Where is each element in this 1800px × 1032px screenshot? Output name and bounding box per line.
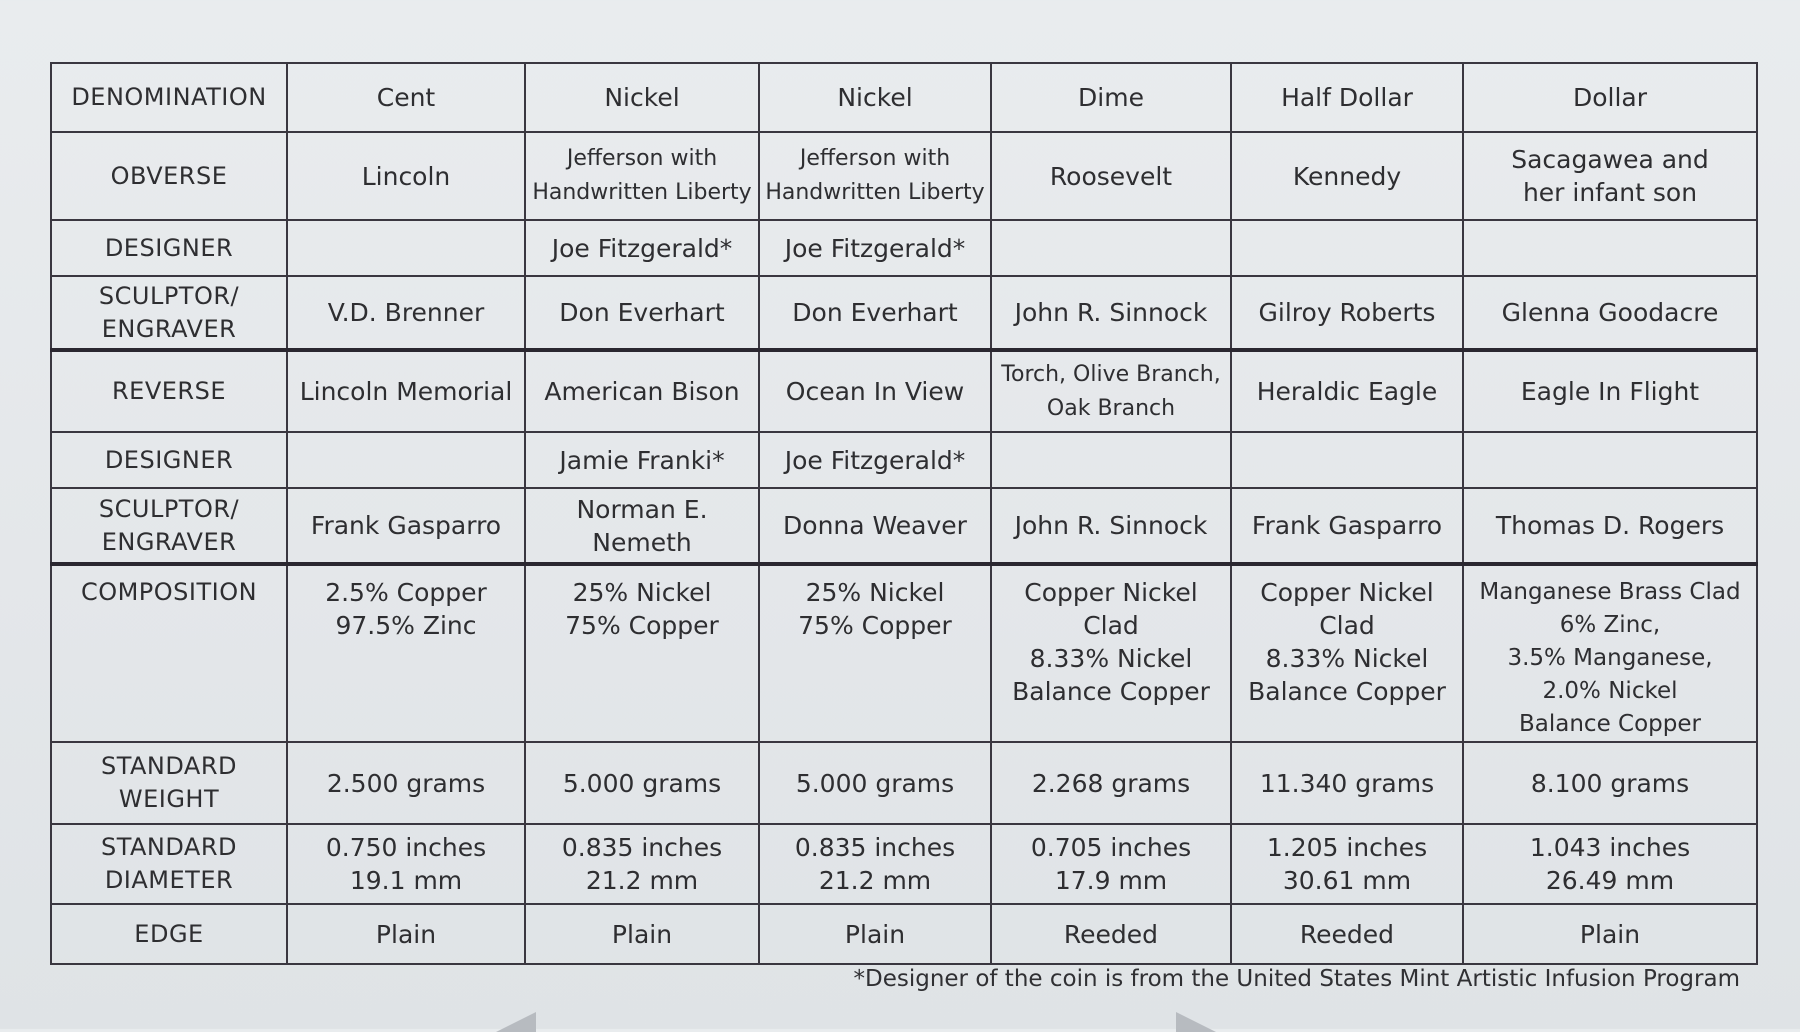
cell-text: Clad xyxy=(1083,611,1139,640)
table-cell xyxy=(1463,742,1757,824)
row-label-line: STANDARD xyxy=(100,752,238,780)
table-row xyxy=(51,132,1757,220)
cell-text: Lincoln xyxy=(361,161,451,191)
row-label xyxy=(51,276,287,350)
table-cell xyxy=(1463,350,1757,432)
cell-text: 3.5% Manganese, xyxy=(1507,645,1713,671)
table-cell xyxy=(991,432,1231,488)
cell-text: Glenna Goodacre xyxy=(1501,298,1719,327)
table-cell xyxy=(1463,824,1757,904)
footnote: *Designer of the coin is from the United States Mint Artistic Infusion Program xyxy=(853,966,1740,992)
row-label-line: OBVERSE xyxy=(110,161,228,190)
table-row xyxy=(51,432,1757,488)
cell-text: 2.0% Nickel xyxy=(1542,678,1678,704)
table-row xyxy=(51,904,1757,964)
table-cell xyxy=(287,350,525,432)
table-row xyxy=(51,220,1757,276)
cell-text: 5.000 grams xyxy=(562,768,722,798)
table-cell xyxy=(759,904,991,964)
cell-text: 21.2 mm xyxy=(818,866,932,895)
cell-text: American Bison xyxy=(544,377,740,406)
cell-text: Reeded xyxy=(1299,919,1395,949)
cell-text: Dime xyxy=(1078,83,1144,112)
cell-text: John R. Sinnock xyxy=(1014,511,1208,540)
table-cell xyxy=(1231,742,1463,824)
table-cell xyxy=(287,904,525,964)
cell-text: 5.000 grams xyxy=(795,768,955,798)
table-cell xyxy=(1231,276,1463,350)
table-cell xyxy=(1231,824,1463,904)
table-cell xyxy=(1231,488,1463,564)
table-cell xyxy=(991,904,1231,964)
table-cell xyxy=(1463,63,1757,132)
table-cell xyxy=(759,276,991,350)
cell-text: 75% Copper xyxy=(565,611,719,640)
cell-text: Handwritten Liberty xyxy=(765,180,985,205)
coin-specifications-table xyxy=(50,62,1758,965)
cell-text: Heraldic Eagle xyxy=(1256,377,1438,406)
cell-text: Joe Fitzgerald* xyxy=(784,233,966,263)
table-cell xyxy=(525,220,759,276)
cell-text: 0.835 inches xyxy=(561,833,723,862)
table-cell xyxy=(1231,432,1463,488)
table-cell xyxy=(1463,132,1757,220)
cell-text: Plain xyxy=(844,919,906,949)
cell-text: 2.500 grams xyxy=(326,768,486,798)
table-cell xyxy=(287,824,525,904)
table-cell xyxy=(759,132,991,220)
table-cell xyxy=(1231,63,1463,132)
table-cell xyxy=(1231,350,1463,432)
cell-text: Thomas D. Rogers xyxy=(1495,511,1725,540)
cell-text: Jefferson with xyxy=(799,146,951,171)
table-row xyxy=(51,488,1757,564)
row-label xyxy=(51,742,287,824)
cell-text: Plain xyxy=(375,919,437,949)
table-cell xyxy=(1463,564,1757,742)
table-cell xyxy=(525,432,759,488)
table-cell xyxy=(1463,220,1757,276)
cell-text: Reeded xyxy=(1063,919,1159,949)
row-label xyxy=(51,432,287,488)
table-cell xyxy=(287,432,525,488)
cell-text: 75% Copper xyxy=(798,611,952,640)
table-row xyxy=(51,350,1757,432)
cell-text: 1.205 inches xyxy=(1266,833,1428,862)
cell-text: Roosevelt xyxy=(1049,161,1173,191)
table-cell xyxy=(991,488,1231,564)
table-cell xyxy=(991,824,1231,904)
cell-text: Lincoln Memorial xyxy=(299,377,513,406)
table-cell xyxy=(759,824,991,904)
cell-text: Torch, Olive Branch, xyxy=(1001,361,1221,387)
table-cell xyxy=(525,488,759,564)
card-stand-tab-left xyxy=(496,1012,536,1032)
table-cell xyxy=(1231,904,1463,964)
row-label xyxy=(51,350,287,432)
table-cell xyxy=(991,132,1231,220)
cell-text: Don Everhart xyxy=(559,298,725,327)
cell-text: Gilroy Roberts xyxy=(1258,298,1436,327)
table-cell xyxy=(759,220,991,276)
row-label-line: ENGRAVER xyxy=(101,314,237,343)
cell-text: Nickel xyxy=(604,83,680,112)
row-label xyxy=(51,904,287,964)
table-row xyxy=(51,564,1757,742)
cell-text: Joe Fitzgerald* xyxy=(551,233,733,263)
table-cell xyxy=(759,63,991,132)
cell-text: Balance Copper xyxy=(1248,677,1446,706)
cell-text: John R. Sinnock xyxy=(1014,298,1208,327)
row-label-line: STANDARD xyxy=(100,833,238,861)
table-cell xyxy=(287,276,525,350)
row-label-line: ENGRAVER xyxy=(101,527,237,556)
cell-text: Kennedy xyxy=(1292,161,1402,191)
table-cell xyxy=(525,564,759,742)
table-cell xyxy=(525,63,759,132)
cell-text: 25% Nickel xyxy=(572,578,712,607)
cell-text: Copper Nickel xyxy=(1260,578,1434,607)
cell-text: 8.33% Nickel xyxy=(1029,644,1193,673)
row-label-line: DESIGNER xyxy=(104,445,234,474)
table-cell xyxy=(991,276,1231,350)
table-cell xyxy=(525,904,759,964)
table-cell xyxy=(1231,564,1463,742)
cell-text: Donna Weaver xyxy=(783,511,967,540)
cell-text: Oak Branch xyxy=(1046,395,1176,421)
cell-text: 11.340 grams xyxy=(1259,768,1435,798)
cell-text: Jamie Franki* xyxy=(559,445,725,475)
table-cell xyxy=(991,742,1231,824)
table-cell xyxy=(759,742,991,824)
table-row xyxy=(51,63,1757,132)
cell-text: V.D. Brenner xyxy=(327,298,485,327)
table-cell xyxy=(525,132,759,220)
cell-text: 1.043 inches xyxy=(1529,833,1691,862)
table-row xyxy=(51,276,1757,350)
table-cell xyxy=(287,488,525,564)
cell-text: 0.835 inches xyxy=(794,833,956,862)
cell-text: 17.9 mm xyxy=(1054,866,1168,895)
cell-text: Dollar xyxy=(1572,83,1648,112)
table-cell xyxy=(1463,488,1757,564)
cell-text: Jefferson with xyxy=(566,146,718,171)
row-label xyxy=(51,488,287,564)
table-cell xyxy=(759,564,991,742)
table-row xyxy=(51,742,1757,824)
cell-text: 25% Nickel xyxy=(805,578,945,607)
table-cell xyxy=(525,824,759,904)
table-cell xyxy=(759,350,991,432)
table-cell xyxy=(525,742,759,824)
cell-text: 97.5% Zinc xyxy=(335,611,477,640)
table-row xyxy=(51,824,1757,904)
cell-text: 6% Zinc, xyxy=(1559,612,1661,638)
row-label-line: SCULPTOR/ xyxy=(98,494,240,523)
table-cell xyxy=(287,132,525,220)
cell-text: Half Dollar xyxy=(1281,83,1413,112)
card-stand-tab-right xyxy=(1176,1012,1216,1032)
cell-text: Handwritten Liberty xyxy=(532,180,752,205)
row-label-line: EDGE xyxy=(134,919,204,948)
row-label xyxy=(51,63,287,132)
row-label-line: DIAMETER xyxy=(104,866,234,894)
cell-text: her infant son xyxy=(1522,178,1698,207)
table-cell xyxy=(1231,220,1463,276)
cell-text: Plain xyxy=(1579,919,1641,949)
row-label-line: DENOMINATION xyxy=(71,83,267,111)
table-cell xyxy=(287,220,525,276)
cell-text: Balance Copper xyxy=(1519,711,1701,737)
table-cell xyxy=(287,742,525,824)
row-label-line: WEIGHT xyxy=(118,785,220,813)
cell-text: 2.5% Copper xyxy=(325,578,487,607)
table-cell xyxy=(759,488,991,564)
row-label-line: SCULPTOR/ xyxy=(98,281,240,310)
cell-text: 0.750 inches xyxy=(325,833,487,862)
cell-text: Clad xyxy=(1319,611,1375,640)
cell-text: 26.49 mm xyxy=(1545,866,1675,895)
cell-text: Ocean In View xyxy=(785,377,965,406)
table-cell xyxy=(1231,132,1463,220)
table-cell xyxy=(1463,432,1757,488)
cell-text: Norman E. Nemeth xyxy=(576,494,708,557)
cell-text: Sacagawea and xyxy=(1511,145,1709,174)
table-cell xyxy=(525,276,759,350)
table-cell xyxy=(991,350,1231,432)
cell-text: Cent xyxy=(376,83,436,112)
cell-text: 19.1 mm xyxy=(349,866,463,895)
cell-text: 30.61 mm xyxy=(1282,866,1412,895)
row-label xyxy=(51,564,287,742)
row-label xyxy=(51,220,287,276)
cell-text: 0.705 inches xyxy=(1030,833,1192,862)
table-cell xyxy=(991,220,1231,276)
cell-text: Frank Gasparro xyxy=(310,511,502,540)
cell-text: 8.33% Nickel xyxy=(1265,644,1429,673)
cell-text: Don Everhart xyxy=(792,298,958,327)
table-cell xyxy=(991,63,1231,132)
cell-text: 21.2 mm xyxy=(585,866,699,895)
cell-text: Frank Gasparro xyxy=(1251,511,1443,540)
table-cell xyxy=(525,350,759,432)
row-label-line: DESIGNER xyxy=(104,233,234,262)
cell-text: Eagle In Flight xyxy=(1520,377,1700,406)
cell-text: 2.268 grams xyxy=(1031,768,1191,798)
cell-text: 8.100 grams xyxy=(1530,768,1690,798)
cell-text: Manganese Brass Clad xyxy=(1479,579,1741,605)
cell-text: Copper Nickel xyxy=(1024,578,1198,607)
table-cell xyxy=(991,564,1231,742)
table-cell xyxy=(287,63,525,132)
cell-text: Joe Fitzgerald* xyxy=(784,445,966,475)
row-label-line: REVERSE xyxy=(112,377,226,405)
row-label xyxy=(51,132,287,220)
cell-text: Plain xyxy=(611,919,673,949)
cell-text: Nickel xyxy=(837,83,913,112)
cell-text: Balance Copper xyxy=(1012,677,1210,706)
row-label xyxy=(51,824,287,904)
table-cell xyxy=(759,432,991,488)
table-cell xyxy=(287,564,525,742)
table-cell xyxy=(1463,276,1757,350)
row-label-line: COMPOSITION xyxy=(80,578,258,606)
table-cell xyxy=(1463,904,1757,964)
